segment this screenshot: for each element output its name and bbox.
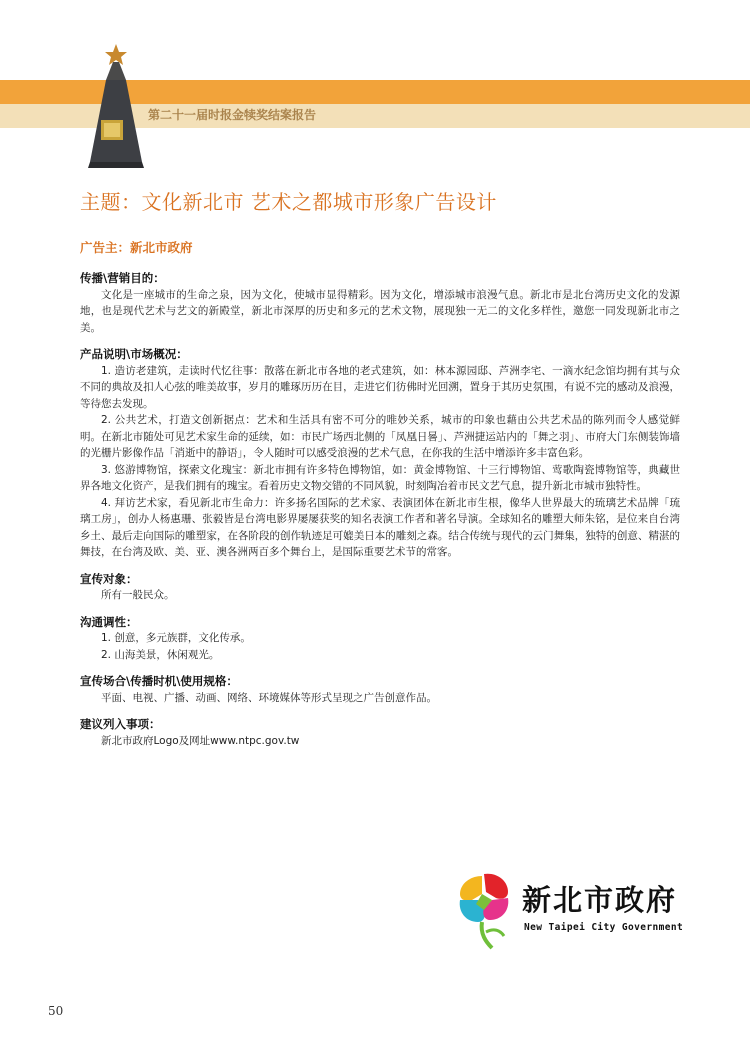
sponsor-label: 广告主：新北市政府	[80, 240, 193, 255]
list-item: 平面、电视、广播、动画、网络、环境媒体等形式呈现之广告创意作品。	[101, 691, 437, 704]
trophy-icon	[78, 40, 154, 170]
page-title: 主题：文化新北市 艺术之都城市形象广告设计	[80, 190, 497, 214]
content-body	[80, 266, 680, 749]
paragraph: 1. 造访老建筑，走读时代忆往事：散落在新北市各地的老式建筑，如：林本源园邸、芦洲李宅、一滴水纪念馆均拥有其与众不同的典故及扣人心弦的唯美故事，岁月的雕琢历历在目，走进它们彷佛时光回溯，置身于其历史氛围，有说不完的感动及浪漫，等待您去发现。	[80, 364, 680, 410]
section-heading-tone: 沟通调性：	[80, 614, 138, 629]
logo-name-en: New Taipei City Government	[524, 922, 684, 933]
list-item: 新北市政府Logo及网址www.ntpc.gov.tw	[101, 734, 300, 747]
section-heading-product: 产品说明\市场概况：	[80, 347, 188, 361]
list-item: 所有一般民众。	[101, 589, 175, 601]
paragraph: 4. 拜访艺术家，看见新北市生命力：许多扬名国际的艺术家、表演团体在新北市生根，像华人世界最大的琉璃艺术品牌「琉璃工房」，创办人杨惠珊、张毅皆是台湾电影界屡屡获奖的知名表演工作者和著名导演。全球知名的雕塑大师朱铭，是位来自台湾乡土、最后走向国际的雕塑家，在各阶段的创作轨迹足可媲美日本的雕刻之森。结合传统与现代的云门舞集，独特的创意、精湛的舞技，在台湾及欧、美、亚、澳各洲两百多个舞台上，是国际重要艺术节的常客。	[80, 496, 680, 558]
paragraph: 2. 公共艺术，打造文创新据点：艺术和生活具有密不可分的唯妙关系，城市的印象也藉由公共艺术品的陈列而令人感觉鲜明。在新北市随处可见艺术家生命的延续，如：市民广场西北侧的「凤凰日晷」、芦洲捷运站内的「舞之羽」、市府大门东侧装饰墙的光栅片影像作品「消逝中的静语」，令人随时可以感受浪漫的艺术气息，在你我的生活中增添许多丰富色彩。	[80, 414, 680, 459]
section-heading-purpose: 传播\营销目的：	[80, 271, 165, 285]
paragraph: 3. 悠游博物馆，探索文化瑰宝：新北市拥有许多特色博物馆，如：黄金博物馆、十三行博物馆、莺歌陶瓷博物馆等，典藏世界各地文化资产，是我们拥有的瑰宝。看着历史文物交错的不同风貌，时刻陶冶着市民文艺气息，提升新北市城市独特性。	[80, 463, 680, 492]
section-heading-audience: 宣传对象：	[80, 571, 138, 586]
section-heading-media: 宣传场合\传播时机\使用规格：	[80, 674, 238, 688]
page-number: 50	[48, 1004, 64, 1018]
paragraph: 文化是一座城市的生命之泉，因为文化，使城市显得精彩。因为文化，增添城市浪漫气息。新北市是北台湾历史文化的发源地，也是现代艺术与艺文的新殿堂，新北市深厚的历史和多元的艺术文物，展现独一无二的文化多样性，邀您一同发现新北市之美。	[80, 288, 680, 334]
list-item: 2. 山海美景，休闲观光。	[101, 648, 220, 661]
logo-name-cn: 新北市政府	[522, 883, 678, 917]
section-heading-suggestions: 建议列入事项：	[80, 717, 161, 731]
list-item: 1. 创意，多元族群，文化传承。	[101, 632, 251, 644]
report-title: 第二十一届时报金犊奖结案报告	[148, 108, 317, 122]
